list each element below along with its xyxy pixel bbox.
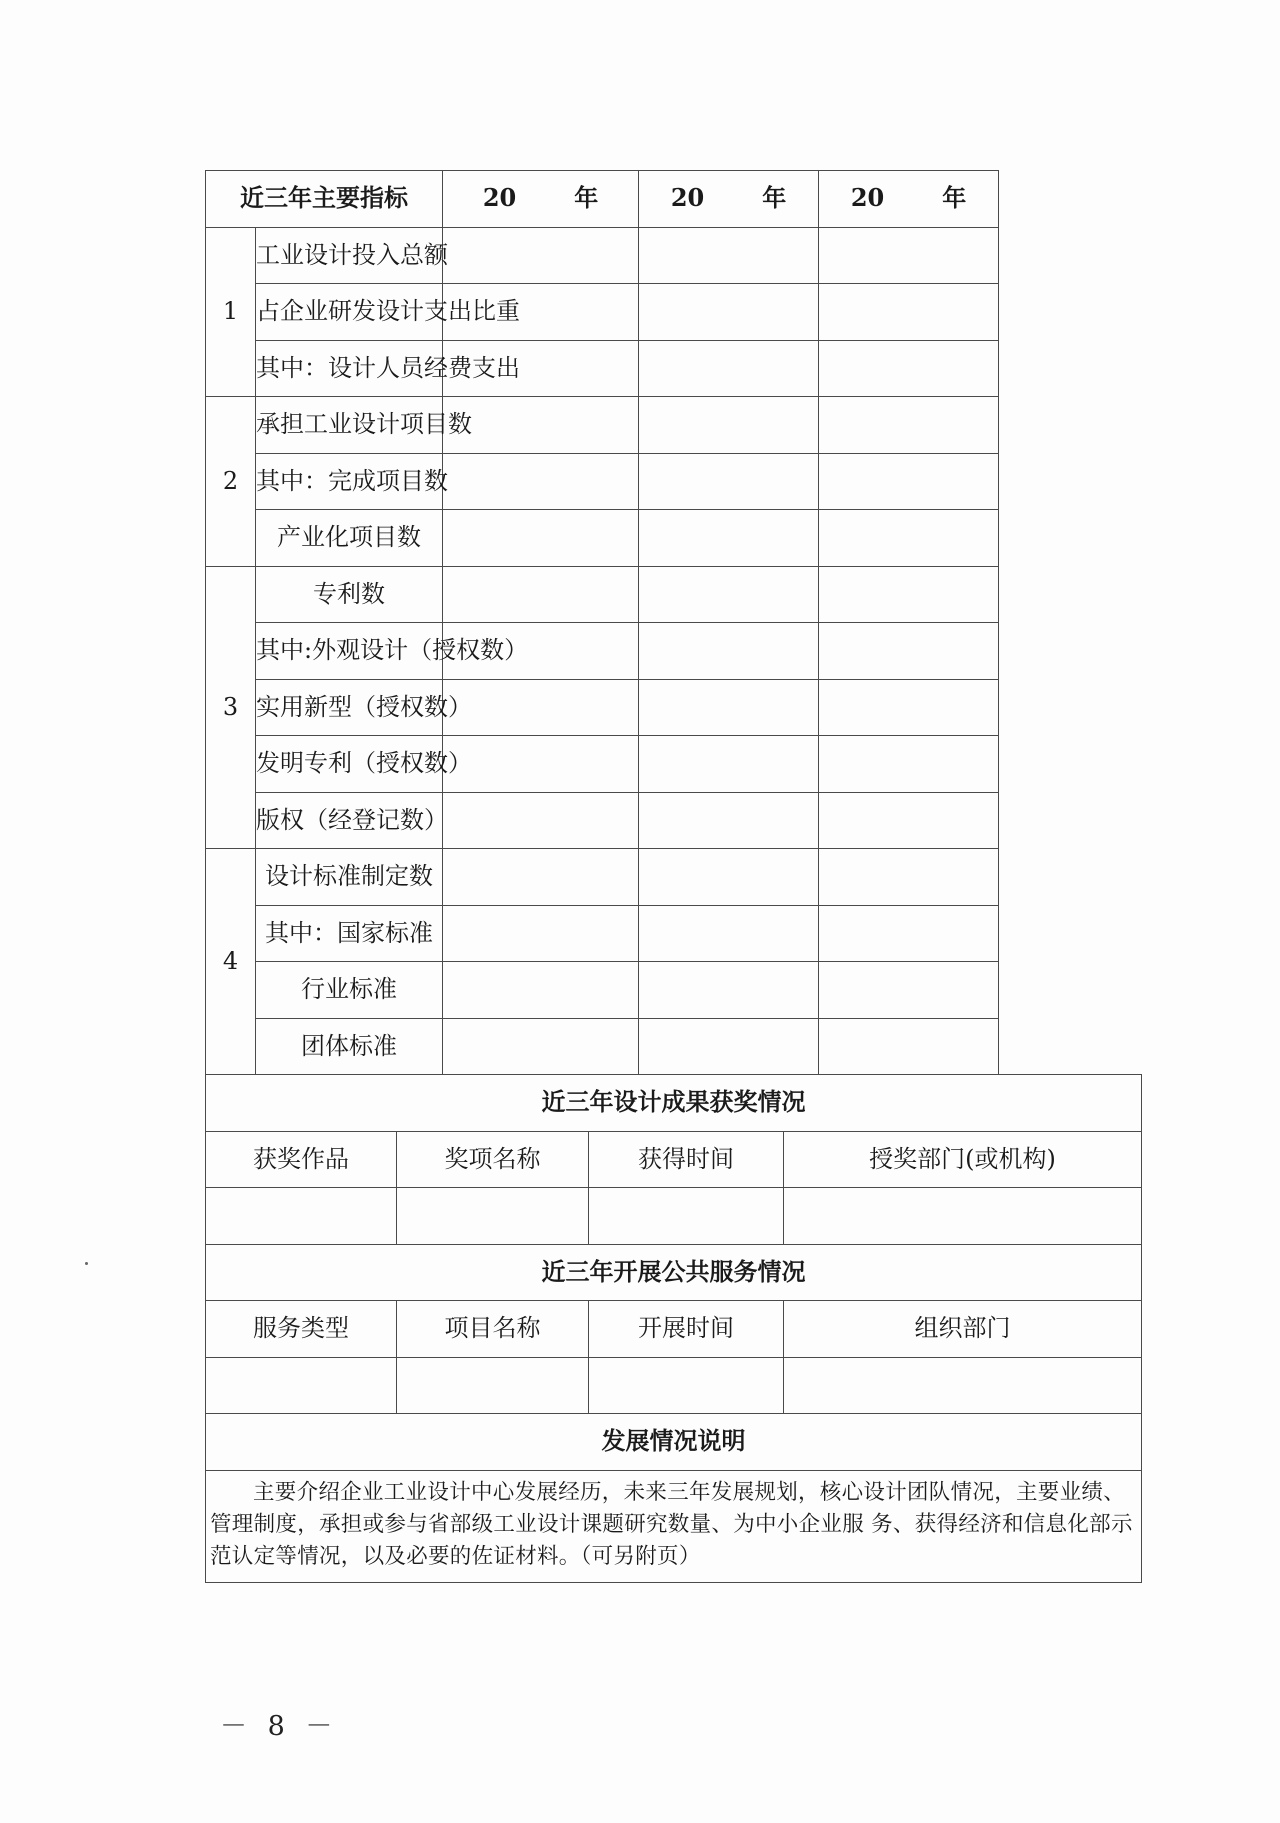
indicator-row [206, 566, 1142, 623]
year3-value-cell[interactable] [819, 227, 999, 284]
indicator-row [206, 227, 1142, 284]
indicator-label: 实用新型（授权数） [256, 679, 443, 736]
scan-speck [85, 1262, 88, 1265]
indicator-row [206, 679, 1142, 736]
year3-value-cell[interactable] [819, 397, 999, 454]
indicator-row [206, 510, 1142, 567]
awards-column-header: 获得时间 [589, 1131, 784, 1188]
indicator-label: 占企业研发设计支出比重 [256, 284, 443, 341]
year3-value-cell[interactable] [819, 1018, 999, 1075]
indicator-row [206, 284, 1142, 341]
year2-value-cell[interactable] [639, 1018, 819, 1075]
year3-value-cell[interactable] [819, 962, 999, 1019]
indicator-label: 专利数 [256, 566, 443, 623]
year3-value-cell[interactable] [819, 849, 999, 906]
indicator-row [206, 792, 1142, 849]
year3-value-cell[interactable] [819, 566, 999, 623]
year1-value-cell[interactable] [443, 1018, 639, 1075]
indicator-label: 版权（经登记数） [256, 792, 443, 849]
year-unit: 年 [942, 183, 967, 213]
indicator-row [206, 736, 1142, 793]
services-column-header: 服务类型 [206, 1301, 397, 1358]
year2-value-cell[interactable] [639, 679, 819, 736]
year-header-1 [443, 171, 639, 228]
year3-value-cell[interactable] [819, 736, 999, 793]
group-number: 2 [206, 397, 256, 567]
year1-value-cell[interactable] [443, 566, 639, 623]
indicator-label: 团体标准 [256, 1018, 443, 1075]
header-row [206, 171, 1142, 228]
indicator-label: 承担工业设计项目数 [256, 397, 443, 454]
year-header-2 [639, 171, 819, 228]
year-prefix: 20 [670, 183, 705, 213]
indicator-row [206, 397, 1142, 454]
indicator-row [206, 623, 1142, 680]
year3-value-cell[interactable] [819, 284, 999, 341]
awards-entry-cell[interactable] [589, 1188, 784, 1245]
awards-entry-cell[interactable] [206, 1188, 397, 1245]
year-prefix: 20 [482, 183, 517, 213]
services-entry-cell[interactable] [589, 1357, 784, 1414]
indicator-label: 工业设计投入总额 [256, 227, 443, 284]
awards-entry-cell[interactable] [784, 1188, 1142, 1245]
year2-value-cell[interactable] [639, 849, 819, 906]
indicator-label: 行业标准 [256, 962, 443, 1019]
year2-value-cell[interactable] [639, 284, 819, 341]
year-unit: 年 [762, 183, 787, 213]
year2-value-cell[interactable] [639, 227, 819, 284]
awards-column-header: 奖项名称 [397, 1131, 589, 1188]
indicator-label: 其中：完成项目数 [256, 453, 443, 510]
development-description-cell[interactable] [206, 1470, 1142, 1582]
year2-value-cell[interactable] [639, 510, 819, 567]
indicator-row [206, 340, 1142, 397]
development-description-text: 主要介绍企业工业设计中心发展经历，未来三年发展规划，核心设计团队情况，主要业绩、管理制度，承担或参与省部级工业设计课题研究数量、为中小企业服 务、获得经济和信息化部示范认定等情况，以及必要的佐证材料。（可另附页） [210, 1480, 1133, 1569]
indicator-label: 产业化项目数 [256, 510, 443, 567]
year1-value-cell[interactable] [443, 510, 639, 567]
year3-value-cell[interactable] [819, 905, 999, 962]
year2-value-cell[interactable] [639, 905, 819, 962]
services-entry-cell[interactable] [397, 1357, 589, 1414]
services-column-header: 组织部门 [784, 1301, 1142, 1358]
group-number: 1 [206, 227, 256, 397]
indicator-form-table [205, 170, 1142, 1583]
services-column-header: 开展时间 [589, 1301, 784, 1358]
year1-value-cell[interactable] [443, 962, 639, 1019]
year3-value-cell[interactable] [819, 453, 999, 510]
indicator-row [206, 1018, 1142, 1075]
year2-value-cell[interactable] [639, 962, 819, 1019]
awards-section-title: 近三年设计成果获奖情况 [206, 1075, 1142, 1132]
group-number: 4 [206, 849, 256, 1075]
indicator-label: 其中：设计人员经费支出 [256, 340, 443, 397]
page-number: － 8 － [220, 1711, 339, 1742]
indicator-row [206, 453, 1142, 510]
year1-value-cell[interactable] [443, 453, 639, 510]
year2-value-cell[interactable] [639, 566, 819, 623]
year2-value-cell[interactable] [639, 340, 819, 397]
year2-value-cell[interactable] [639, 736, 819, 793]
services-entry-cell[interactable] [206, 1357, 397, 1414]
indicator-label: 其中:外观设计（授权数） [256, 623, 443, 680]
year3-value-cell[interactable] [819, 510, 999, 567]
indicator-label: 其中：国家标准 [256, 905, 443, 962]
awards-column-header: 获奖作品 [206, 1131, 397, 1188]
indicator-label: 设计标准制定数 [256, 849, 443, 906]
year1-value-cell[interactable] [443, 849, 639, 906]
year1-value-cell[interactable] [443, 227, 639, 284]
group-number: 3 [206, 566, 256, 849]
indicators-header: 近三年主要指标 [206, 171, 443, 228]
development-section-title: 发展情况说明 [206, 1414, 1142, 1471]
services-entry-cell[interactable] [784, 1357, 1142, 1414]
indicator-label: 发明专利（授权数） [256, 736, 443, 793]
year2-value-cell[interactable] [639, 792, 819, 849]
indicator-row [206, 962, 1142, 1019]
services-column-header: 项目名称 [397, 1301, 589, 1358]
awards-entry-cell[interactable] [397, 1188, 589, 1245]
year-prefix: 20 [850, 183, 885, 213]
year3-value-cell[interactable] [819, 623, 999, 680]
indicator-row [206, 849, 1142, 906]
year2-value-cell[interactable] [639, 453, 819, 510]
year-header-3 [819, 171, 999, 228]
year2-value-cell[interactable] [639, 623, 819, 680]
year3-value-cell[interactable] [819, 340, 999, 397]
services-section-title: 近三年开展公共服务情况 [206, 1244, 1142, 1301]
year1-value-cell[interactable] [443, 905, 639, 962]
indicator-row [206, 905, 1142, 962]
year3-value-cell[interactable] [819, 792, 999, 849]
year1-value-cell[interactable] [443, 792, 639, 849]
year2-value-cell[interactable] [639, 397, 819, 454]
year3-value-cell[interactable] [819, 679, 999, 736]
awards-column-header: 授奖部门(或机构) [784, 1131, 1142, 1188]
year-unit: 年 [574, 183, 599, 213]
